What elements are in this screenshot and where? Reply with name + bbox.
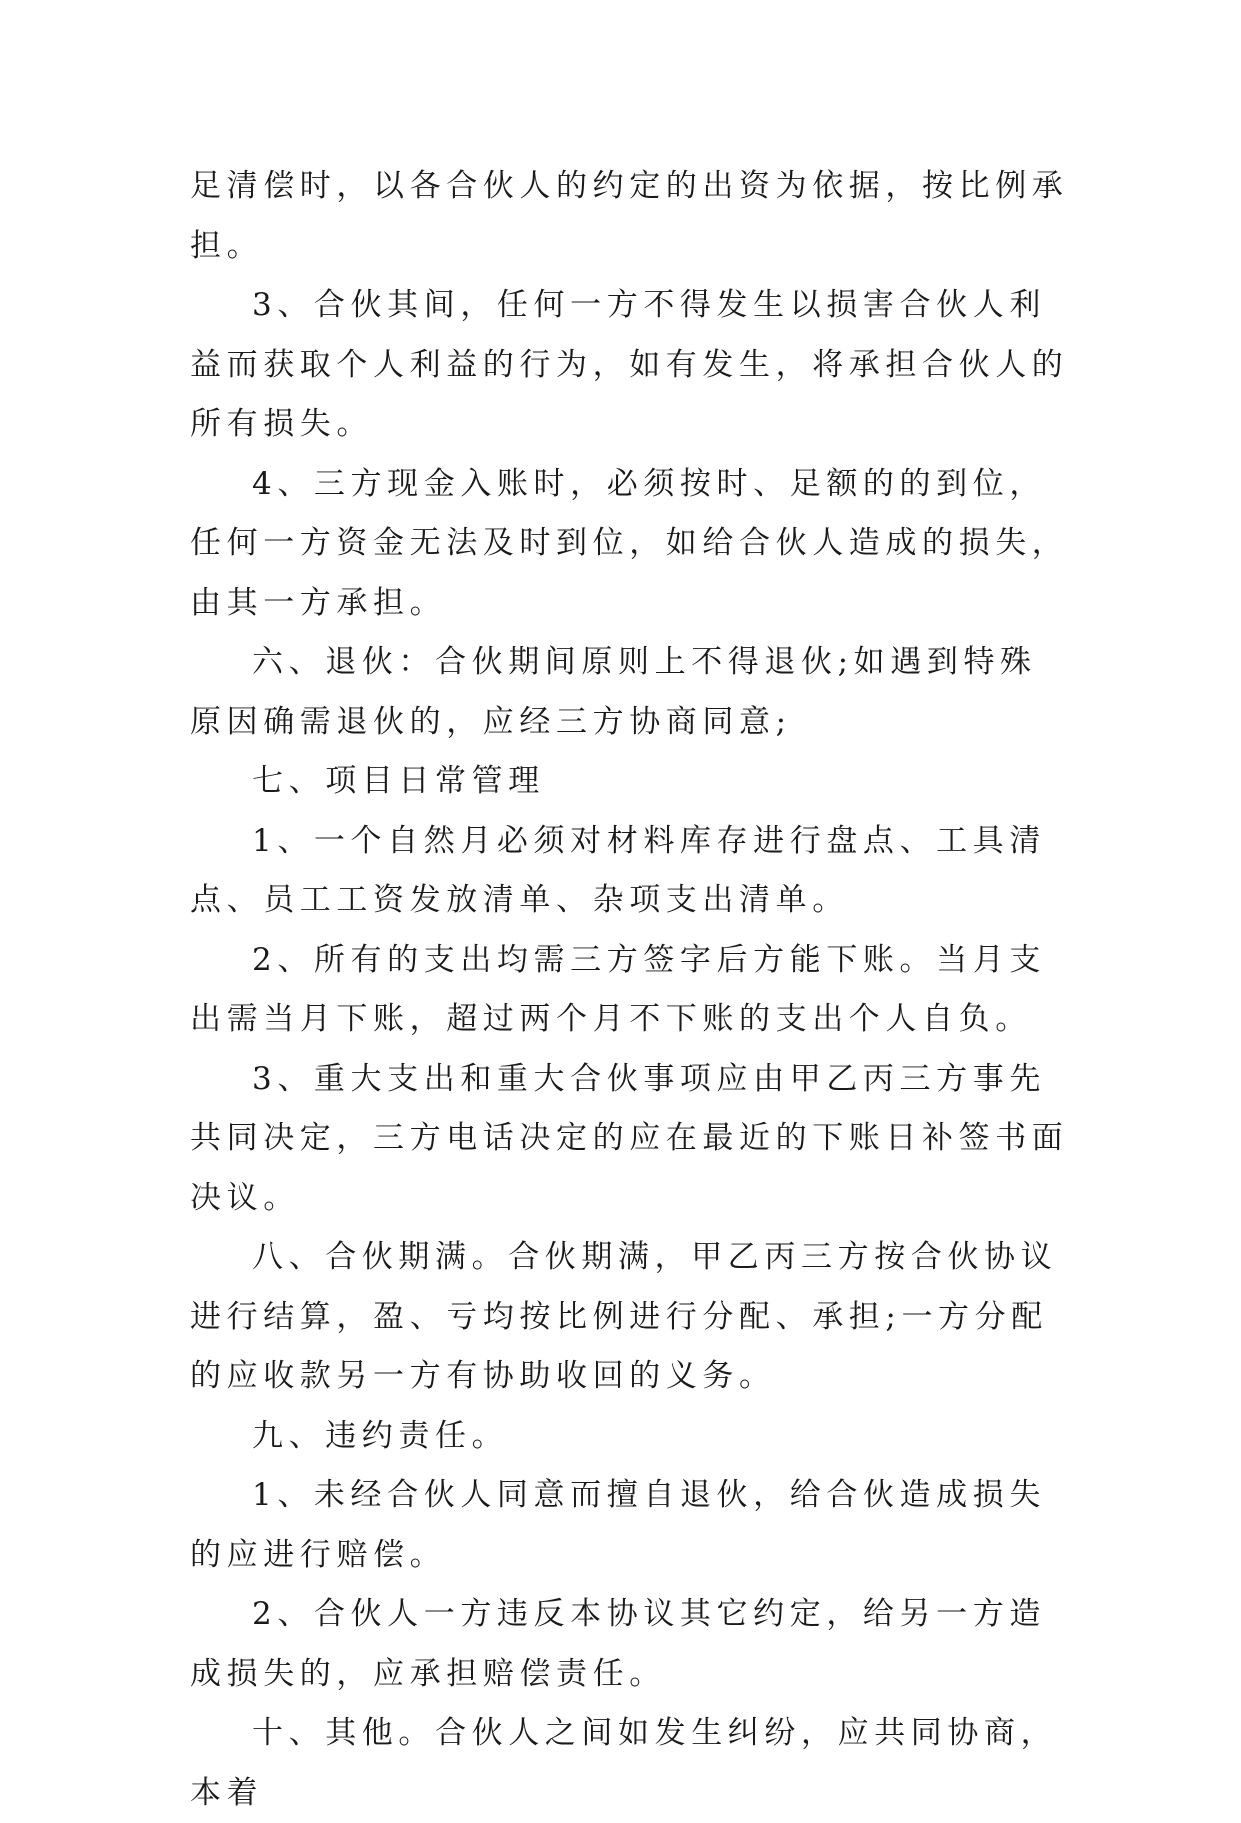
paragraph-clause-5-4: 4、三方现金入账时，必须按时、足额的的到位，任何一方资金无法及时到位，如给合伙人造成的损失，由其一方承担。 xyxy=(190,465,1069,621)
paragraph-section-8-expiry: 八、合伙期满。合伙期满，甲乙丙三方按合伙协议进行结算，盈、亏均按比例进行分配、承担;一方分配的应收款另一方有协助收回的义务。 xyxy=(190,1239,1058,1394)
paragraph-section-6-withdrawal: 六、退伙：合伙期间原则上不得退伙;如遇到特殊原因确需退伙的，应经三方协商同意; xyxy=(190,644,1037,740)
paragraph-clause-5-3: 3、合伙其间，任何一方不得发生以损害合伙人利益而获取个人利益的行为，如有发生，将承担合伙人的所有损失。 xyxy=(190,287,1069,442)
paragraph-clause-7-2: 2、所有的支出均需三方签字后方能下账。当月支出需当月下账，超过两个月不下账的支出个人自负。 xyxy=(190,941,1046,1037)
heading-section-7-management: 七、项目日常管理 xyxy=(252,763,545,799)
paragraph-clause-9-2: 2、合伙人一方违反本协议其它约定，给另一方造成损失的，应承担赔偿责任。 xyxy=(190,1596,1046,1692)
heading-section-9-liability: 九、违约责任。 xyxy=(252,1417,509,1454)
document-body xyxy=(190,157,1070,1823)
paragraph-clause-7-1: 1、一个自然月必须对材料库存进行盘点、工具清点、员工工资发放清单、杂项支出清单。 xyxy=(190,822,1046,918)
paragraph-section-10-other: 十、其他。合伙人之间如发生纠纷，应共同协商，本着 xyxy=(190,1715,1058,1811)
paragraph-continuation: 足清偿时，以各合伙人的约定的出资为依据，按比例承担。 xyxy=(190,168,1069,264)
paragraph-clause-7-3: 3、重大支出和重大合伙事项应由甲乙丙三方事先共同决定，三方电话决定的应在最近的下账日补签书面决议。 xyxy=(190,1060,1069,1216)
paragraph-clause-9-1: 1、未经合伙人同意而擅自退伙，给合伙造成损失的应进行赔偿。 xyxy=(190,1477,1046,1573)
